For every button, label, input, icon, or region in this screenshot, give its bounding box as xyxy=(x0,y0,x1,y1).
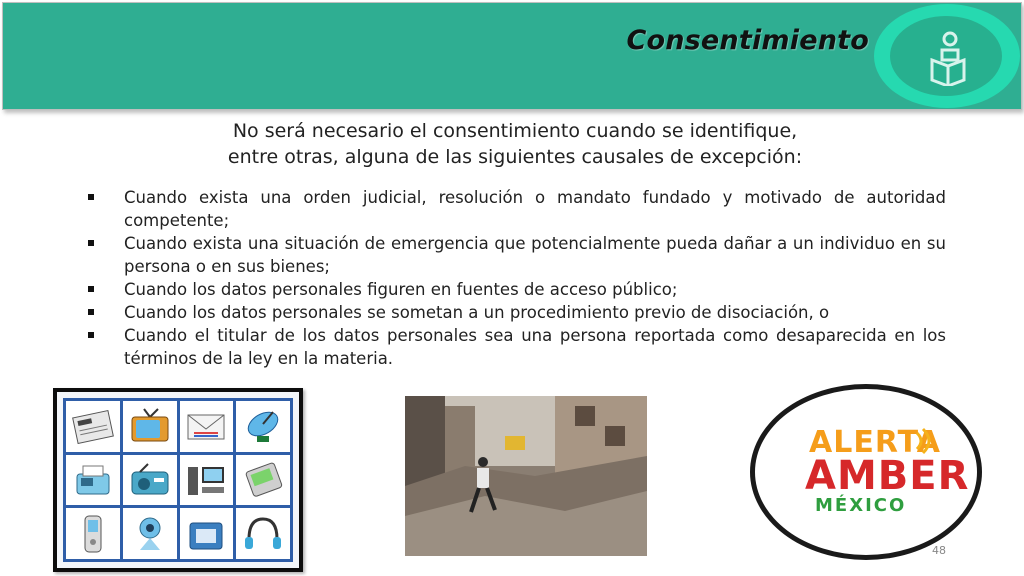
square-bullet-icon xyxy=(88,332,94,338)
page-number: 48 xyxy=(932,544,946,557)
signal-waves-icon xyxy=(913,427,937,457)
television-icon xyxy=(123,401,177,452)
intro-text xyxy=(160,118,870,170)
list-item-text: Cuando los datos personales se sometan a un procedimiento previo de disociación, o xyxy=(124,303,830,322)
amber-logo-alerta: ALERTA xyxy=(809,425,941,460)
intro-line-2: entre otras, alguna de las siguientes causales de excepción: xyxy=(227,146,803,168)
list-item xyxy=(88,301,946,324)
headphones-icon xyxy=(236,508,290,559)
earthquake-rescue-photo xyxy=(405,396,647,556)
list-item xyxy=(88,324,946,370)
desktop-computer-icon xyxy=(180,455,234,506)
satellite-dish-icon xyxy=(236,401,290,452)
envelope-icon xyxy=(180,401,234,452)
list-item-text: Cuando el titular de los datos personales sea una persona reportada como desaparecida en los términos de la ley en la materia. xyxy=(124,326,946,368)
list-item xyxy=(88,186,946,232)
square-bullet-icon xyxy=(88,309,94,315)
square-bullet-icon xyxy=(88,194,94,200)
square-bullet-icon xyxy=(88,240,94,246)
newspaper-icon xyxy=(66,401,120,452)
list-item xyxy=(88,232,946,278)
title-badge xyxy=(874,4,1020,108)
fax-machine-icon xyxy=(66,455,120,506)
list-item-text: Cuando exista una orden judicial, resolución o mandato fundado y motivado de autoridad competente; xyxy=(124,188,946,230)
exception-list xyxy=(88,186,946,370)
title-bar xyxy=(2,2,1022,110)
webcam-icon xyxy=(123,508,177,559)
intro-line-1: No será necesario el consentimiento cuando se identifique, xyxy=(232,120,798,142)
mobile-phone-icon xyxy=(66,508,120,559)
book-person-icon xyxy=(928,30,968,86)
radio-icon xyxy=(123,455,177,506)
list-item-text: Cuando los datos personales figuren en fuentes de acceso público; xyxy=(124,280,678,299)
list-item xyxy=(88,278,946,301)
handheld-device-icon xyxy=(236,455,290,506)
media-icons-image xyxy=(53,388,303,572)
amber-logo-mexico: MÉXICO xyxy=(815,495,907,516)
list-item-text: Cuando exista una situación de emergencia que potencialmente pueda dañar a un individuo en su persona o en sus bienes; xyxy=(124,234,946,276)
alerta-amber-logo xyxy=(750,384,982,560)
amber-logo-amber: AMBER xyxy=(805,453,970,499)
desk-phone-icon xyxy=(180,508,234,559)
square-bullet-icon xyxy=(88,286,94,292)
slide-title: Consentimiento xyxy=(626,25,869,56)
